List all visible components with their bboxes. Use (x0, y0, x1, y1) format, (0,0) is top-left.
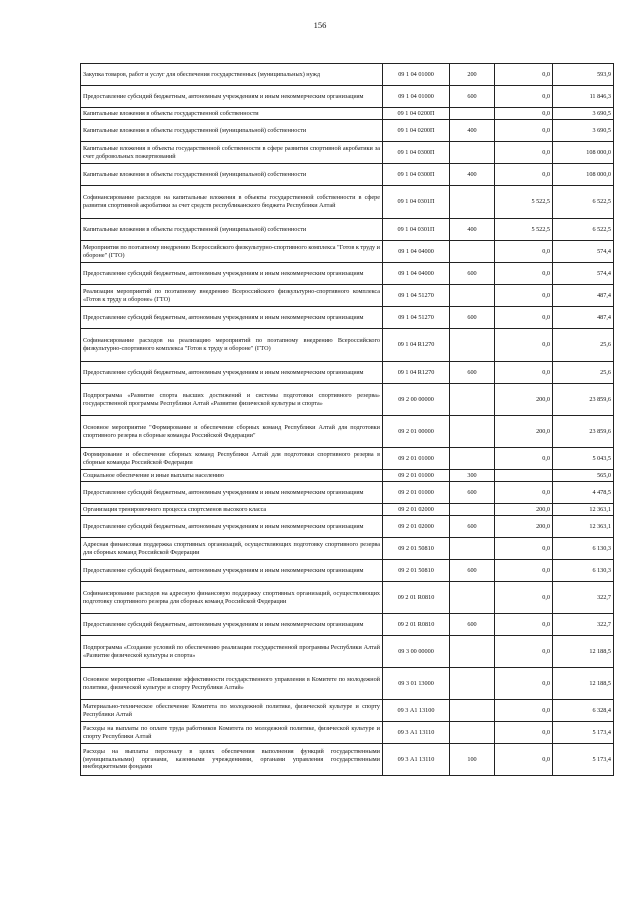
table-row (81, 86, 614, 108)
row-name: Реализация мероприятий по поэтапному внедрению Всероссийского физкультурно-спортивного комплекса «Готов к труду и обороне» (ГТО) (81, 285, 383, 307)
row-expense-type (450, 448, 495, 470)
row-amount-2: 23 859,6 (553, 416, 614, 448)
table-row (81, 384, 614, 416)
table-row (81, 668, 614, 700)
row-amount-1: 0,0 (495, 668, 553, 700)
row-expense-type: 200 (450, 64, 495, 86)
row-amount-1: 0,0 (495, 142, 553, 164)
table-row (81, 582, 614, 614)
row-code: 09 1 04 04000 (383, 263, 450, 285)
row-amount-2: 108 000,0 (553, 142, 614, 164)
row-amount-1: 0,0 (495, 108, 553, 120)
row-amount-2: 5 173,4 (553, 744, 614, 776)
row-amount-1: 0,0 (495, 744, 553, 776)
row-amount-1: 0,0 (495, 700, 553, 722)
row-name: Софинансирование расходов на адресную финансовую поддержку спортивных организаций, осуществляющих подготовку спортивного резерва для сборных команд Российской Федерации (81, 582, 383, 614)
row-name: Капитальные вложения в объекты государственной собственности в сфере развития спортивной акробатики за счет добровольных пожертвований (81, 142, 383, 164)
row-amount-1: 0,0 (495, 560, 553, 582)
row-amount-2: 6 522,5 (553, 186, 614, 219)
table-row (81, 64, 614, 86)
row-expense-type: 400 (450, 219, 495, 241)
row-code: 09 1 04 R1270 (383, 329, 450, 362)
row-name: Предоставление субсидий бюджетным, автономным учреждениям и иным некоммерческим организациям (81, 560, 383, 582)
table-row (81, 362, 614, 384)
row-name: Мероприятия по поэтапному внедрению Всероссийского физкультурно-спортивного комплекса "Готов к труду и обороне" (ГТО) (81, 241, 383, 263)
row-expense-type (450, 384, 495, 416)
row-expense-type: 600 (450, 614, 495, 636)
row-amount-2: 4 478,5 (553, 482, 614, 504)
row-code: 09 2 00 00000 (383, 384, 450, 416)
row-code: 09 1 04 0200П (383, 108, 450, 120)
table-row (81, 416, 614, 448)
row-amount-2: 565,0 (553, 470, 614, 482)
row-amount-2: 5 043,5 (553, 448, 614, 470)
row-amount-1: 0,0 (495, 164, 553, 186)
row-amount-1: 200,0 (495, 504, 553, 516)
row-expense-type: 600 (450, 362, 495, 384)
table-row (81, 164, 614, 186)
table-row (81, 219, 614, 241)
row-amount-2: 25,6 (553, 329, 614, 362)
row-code: 09 1 04 51270 (383, 307, 450, 329)
row-amount-2: 487,4 (553, 285, 614, 307)
table-row (81, 108, 614, 120)
row-amount-1: 0,0 (495, 241, 553, 263)
row-code: 09 1 04 0301П (383, 186, 450, 219)
table-row (81, 285, 614, 307)
row-name: Предоставление субсидий бюджетным, автономным учреждениям и иным некоммерческим организациям (81, 482, 383, 504)
table-row (81, 614, 614, 636)
row-expense-type: 100 (450, 744, 495, 776)
row-expense-type: 600 (450, 482, 495, 504)
row-code: 09 2 01 50810 (383, 560, 450, 582)
table-row (81, 482, 614, 504)
table-row (81, 241, 614, 263)
row-name: Расходы на выплаты по оплате труда работников Комитета по молодежной политике, физической культуре и спорту Республики Алтай (81, 722, 383, 744)
row-amount-2: 6 522,5 (553, 219, 614, 241)
row-code: 09 1 04 01000 (383, 64, 450, 86)
row-code: 09 3 А1 13110 (383, 744, 450, 776)
row-amount-1: 0,0 (495, 285, 553, 307)
row-code: 09 1 04 0301П (383, 219, 450, 241)
table-row (81, 307, 614, 329)
table-row (81, 504, 614, 516)
row-expense-type (450, 241, 495, 263)
row-expense-type (450, 285, 495, 307)
row-amount-1: 0,0 (495, 538, 553, 560)
row-amount-1: 200,0 (495, 516, 553, 538)
row-expense-type (450, 186, 495, 219)
row-name: Подпрограмма «Развитие спорта высших достижений и системы подготовки спортивного резерва» государственной программы Республики Алтай «Развитие физической культуры и спорта» (81, 384, 383, 416)
row-expense-type (450, 700, 495, 722)
row-code: 09 2 01 01000 (383, 448, 450, 470)
row-amount-1 (495, 470, 553, 482)
page-number: 156 (313, 20, 327, 30)
row-expense-type (450, 722, 495, 744)
row-expense-type: 400 (450, 120, 495, 142)
row-name: Предоставление субсидий бюджетным, автономным учреждениям и иным некоммерческим организациям (81, 516, 383, 538)
row-expense-type (450, 582, 495, 614)
row-amount-2: 322,7 (553, 614, 614, 636)
row-expense-type: 600 (450, 307, 495, 329)
table-row (81, 700, 614, 722)
table-row (81, 470, 614, 482)
row-name: Предоставление субсидий бюджетным, автономным учреждениям и иным некоммерческим организациям (81, 263, 383, 285)
row-code: 09 3 А1 13110 (383, 722, 450, 744)
budget-table-body (81, 64, 614, 776)
row-amount-2: 25,6 (553, 362, 614, 384)
table-row (81, 142, 614, 164)
row-code: 09 2 01 00000 (383, 416, 450, 448)
row-amount-1: 0,0 (495, 614, 553, 636)
row-amount-2: 3 690,5 (553, 120, 614, 142)
row-code: 09 2 01 02000 (383, 504, 450, 516)
row-expense-type (450, 329, 495, 362)
budget-table (80, 63, 614, 776)
row-expense-type: 600 (450, 516, 495, 538)
row-code: 09 1 04 0300П (383, 164, 450, 186)
row-code: 09 3 А1 13100 (383, 700, 450, 722)
row-amount-2: 12 188,5 (553, 636, 614, 668)
row-name: Социальное обеспечение и иные выплаты населению (81, 470, 383, 482)
row-name: Основное мероприятие "Формирование и обеспечение сборных команд Республики Алтай для подготовки спортивного резерва в сборные команды Российской Федерации" (81, 416, 383, 448)
row-expense-type: 600 (450, 86, 495, 108)
row-expense-type: 600 (450, 560, 495, 582)
row-name: Закупка товаров, работ и услуг для обеспечения государственных (муниципальных) нужд (81, 64, 383, 86)
row-code: 09 3 01 13000 (383, 668, 450, 700)
row-code: 09 1 04 51270 (383, 285, 450, 307)
row-code: 09 2 01 01000 (383, 482, 450, 504)
row-name: Адресная финансовая поддержка спортивных организаций, осуществляющих подготовку спортивного резерва для сборных команд Российской Федерации (81, 538, 383, 560)
row-amount-1: 0,0 (495, 263, 553, 285)
row-amount-2: 6 130,3 (553, 560, 614, 582)
row-amount-1: 0,0 (495, 448, 553, 470)
row-expense-type: 400 (450, 164, 495, 186)
row-name: Капитальные вложения в объекты государственной (муниципальной) собственности (81, 219, 383, 241)
row-name: Предоставление субсидий бюджетным, автономным учреждениям и иным некоммерческим организациям (81, 86, 383, 108)
row-name: Софинансирование расходов на капитальные вложения в объекты государственной собственности в сфере развития спортивной акробатики за счет средств республиканского бюджета Республики Алтай (81, 186, 383, 219)
row-name: Организация тренировочного процесса спортсменов высокого класса (81, 504, 383, 516)
row-amount-2: 3 690,5 (553, 108, 614, 120)
row-expense-type (450, 668, 495, 700)
table-row (81, 538, 614, 560)
row-name: Капитальные вложения в объекты государственной (муниципальной) собственности (81, 120, 383, 142)
row-code: 09 1 04 0300П (383, 142, 450, 164)
row-name: Материально-техническое обеспечение Комитета по молодежной политике, физической культуре и спорту Республики Алтай (81, 700, 383, 722)
row-amount-1: 0,0 (495, 482, 553, 504)
row-amount-2: 5 173,4 (553, 722, 614, 744)
row-code: 09 1 04 04000 (383, 241, 450, 263)
table-row (81, 516, 614, 538)
row-name: Предоставление субсидий бюджетным, автономным учреждениям и иным некоммерческим организациям (81, 362, 383, 384)
row-name: Предоставление субсидий бюджетным, автономным учреждениям и иным некоммерческим организациям (81, 307, 383, 329)
table-row (81, 329, 614, 362)
row-amount-1: 200,0 (495, 416, 553, 448)
row-name: Подпрограмма «Создание условий по обеспечению реализации государственной программы Республики Алтай «Развитие физической культуры и спорта» (81, 636, 383, 668)
row-code: 09 2 01 02000 (383, 516, 450, 538)
row-amount-2: 574,4 (553, 241, 614, 263)
table-row (81, 722, 614, 744)
row-amount-1: 0,0 (495, 86, 553, 108)
row-amount-1: 5 522,5 (495, 219, 553, 241)
row-expense-type (450, 538, 495, 560)
row-amount-2: 322,7 (553, 582, 614, 614)
row-amount-1: 0,0 (495, 120, 553, 142)
row-name: Предоставление субсидий бюджетным, автономным учреждениям и иным некоммерческим организациям (81, 614, 383, 636)
row-name: Формирование и обеспечение сборных команд Республики Алтай для подготовки спортивного резерва в сборные команды Российской Федерации (81, 448, 383, 470)
table-row (81, 448, 614, 470)
row-amount-2: 574,4 (553, 263, 614, 285)
row-amount-2: 6 328,4 (553, 700, 614, 722)
row-expense-type (450, 108, 495, 120)
row-amount-2: 23 859,6 (553, 384, 614, 416)
row-expense-type (450, 416, 495, 448)
row-expense-type (450, 142, 495, 164)
row-name: Капитальные вложения в объекты государственной собственности (81, 108, 383, 120)
row-expense-type (450, 504, 495, 516)
row-amount-1: 5 522,5 (495, 186, 553, 219)
row-code: 09 2 01 R0810 (383, 614, 450, 636)
table-row (81, 560, 614, 582)
row-amount-1: 0,0 (495, 329, 553, 362)
row-code: 09 2 01 01000 (383, 470, 450, 482)
row-amount-1: 0,0 (495, 64, 553, 86)
row-amount-1: 0,0 (495, 362, 553, 384)
row-amount-1: 0,0 (495, 307, 553, 329)
row-amount-2: 12 188,5 (553, 668, 614, 700)
row-code: 09 3 00 00000 (383, 636, 450, 668)
row-amount-1: 200,0 (495, 384, 553, 416)
row-amount-1: 0,0 (495, 582, 553, 614)
row-code: 09 1 04 0200П (383, 120, 450, 142)
table-row (81, 186, 614, 219)
table-row (81, 636, 614, 668)
table-row (81, 120, 614, 142)
row-amount-2: 487,4 (553, 307, 614, 329)
row-code: 09 2 01 50810 (383, 538, 450, 560)
row-amount-2: 11 846,3 (553, 86, 614, 108)
row-amount-2: 12 363,1 (553, 504, 614, 516)
row-code: 09 1 04 01000 (383, 86, 450, 108)
row-name: Софинансирование расходов на реализацию мероприятий по поэтапному внедрению Всероссийского физкультурно-спортивного комплекса "Готов к труду и обороне" (ГТО) (81, 329, 383, 362)
row-amount-2: 12 363,1 (553, 516, 614, 538)
table-row (81, 263, 614, 285)
table-row (81, 744, 614, 776)
row-amount-2: 593,9 (553, 64, 614, 86)
row-code: 09 2 01 R0810 (383, 582, 450, 614)
row-amount-1: 0,0 (495, 722, 553, 744)
row-expense-type: 600 (450, 263, 495, 285)
row-expense-type (450, 636, 495, 668)
row-expense-type: 300 (450, 470, 495, 482)
row-amount-2: 108 000,0 (553, 164, 614, 186)
row-name: Основное мероприятие «Повышение эффективности государственного управления в Комитете по молодежной политике, физической культуре и спорту Республики Алтай» (81, 668, 383, 700)
row-amount-2: 6 130,3 (553, 538, 614, 560)
row-amount-1: 0,0 (495, 636, 553, 668)
row-name: Капитальные вложения в объекты государственной (муниципальной) собственности (81, 164, 383, 186)
row-code: 09 1 04 R1270 (383, 362, 450, 384)
row-name: Расходы на выплаты персоналу в целях обеспечения выполнения функций государственными (муниципальными) органами, казенными учреждениями, органами управления государственными внебюджетными фондами (81, 744, 383, 776)
